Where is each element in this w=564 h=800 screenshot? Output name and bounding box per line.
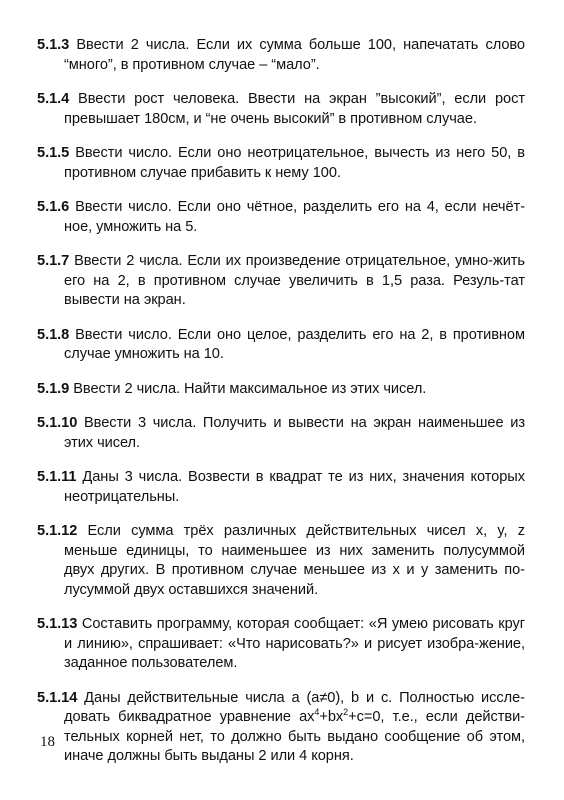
task-5-1-5 [37, 144, 525, 183]
task-text: Ввести 3 числа. Получить и вывести на экран наименьшее из этих чисел. [64, 415, 525, 451]
task-5-1-8 [37, 326, 525, 365]
task-5-1-9 [37, 380, 525, 400]
exponent: 4 [314, 707, 320, 718]
task-number: 5.1.11 [37, 469, 77, 485]
exponent: 2 [343, 707, 349, 718]
task-5-1-10 [37, 414, 525, 453]
task-list [37, 36, 525, 674]
task-5-1-4 [37, 90, 525, 129]
task-number: 5.1.9 [37, 380, 70, 397]
task-text: Ввести 2 числа. Найти максимальное из этих чисел. [73, 380, 427, 397]
task-number: 5.1.3 [37, 37, 70, 53]
task-text: Ввести число. Если оно неотрицательное, вычесть из него 50, в противном случае прибавить к нему 100. [64, 145, 525, 181]
task-text: Ввести число. Если оно целое, разделить его на 2, в противном случае умножить на 10. [64, 326, 525, 362]
task-text: Ввести 2 числа. Если их произведение отрицательное, умно-жить его на 2, в противном случае увеличить в 1,5 раза. Резуль-тат вывести на экран. [64, 253, 525, 308]
task-text: Ввести число. Если оно чётное, разделить его на 4, если нечёт-ное, умножить на 5. [64, 199, 525, 235]
task-number: 5.1.6 [37, 199, 70, 215]
task-5-1-6 [37, 198, 525, 237]
task-text: Даны 3 числа. Возвести в квадрат те из них, значения которых неотрицательны. [64, 469, 525, 505]
task-5-1-7 [37, 252, 525, 311]
task-number: 5.1.14 [37, 689, 78, 706]
task-text-part: Даны действительные числа a (a≠0), b и c. Полностью иссле-довать биквадратное уравнение ax [64, 689, 525, 725]
task-5-1-11 [37, 468, 525, 507]
task-number: 5.1.12 [37, 523, 78, 539]
task-5-1-14 [37, 689, 525, 767]
document-page [37, 36, 525, 782]
task-text: Ввести 2 числа. Если их сумма больше 100, напечатать слово “много”, в противном случае – “мало”. [64, 37, 525, 73]
task-text: Ввести рост человека. Ввести на экран ”высокий”, если рост превышает 180см, и “не очень высокий” в противном случае. [64, 91, 525, 127]
task-number: 5.1.8 [37, 326, 70, 343]
task-number: 5.1.10 [37, 415, 78, 431]
task-5-1-3 [37, 36, 525, 75]
task-text-part: +c=0, т.е., если действи-тельных корней нет, то должно быть выдано сообщение об этом, иначе должны быть выданы 2 или 4 корня. [64, 709, 525, 764]
task-text: Если сумма трёх различных действительных чисел x, y, z меньше единицы, то наименьшее из них заменить полусуммой двух других. В противном случае меньшее из x и y заменить по-лусуммой двух оставшихся значений. [64, 523, 525, 598]
task-5-1-12 [37, 522, 525, 600]
task-text: Составить программу, которая сообщает: «Я умею рисовать круг и линию», спрашивает: «Что нарисовать?» и рисует изобра-жение, заданное пользователем. [64, 616, 525, 671]
task-5-1-13 [37, 615, 525, 674]
task-number: 5.1.5 [37, 145, 70, 161]
task-number: 5.1.7 [37, 253, 70, 269]
page-number: 18 [40, 734, 55, 750]
task-text-part: +bx [319, 709, 344, 725]
task-number: 5.1.4 [37, 91, 70, 107]
task-number: 5.1.13 [37, 616, 78, 632]
